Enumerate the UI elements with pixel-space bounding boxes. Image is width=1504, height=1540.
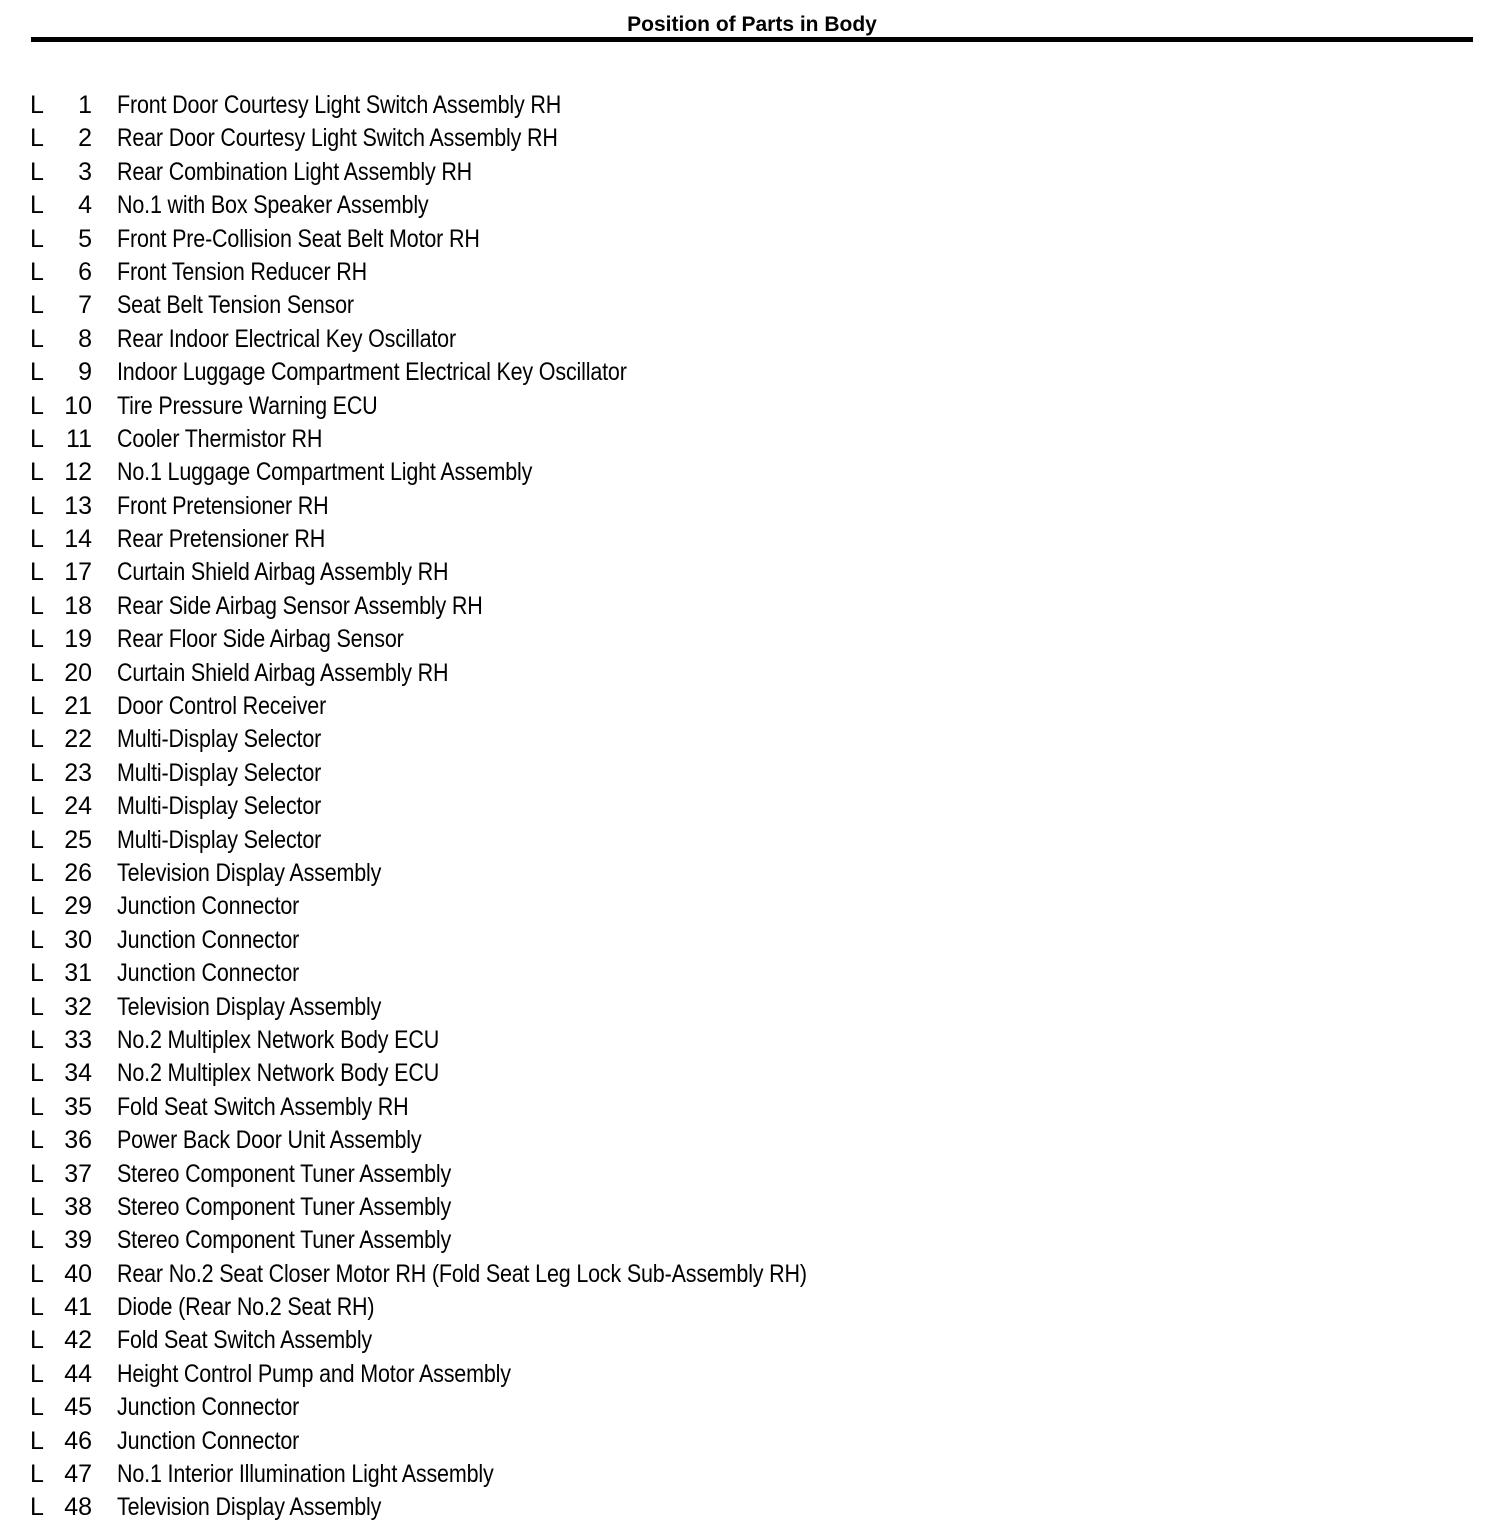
part-name: Fold Seat Switch Assembly RH: [117, 1092, 409, 1121]
part-code: L: [30, 458, 44, 487]
part-name: No.1 Interior Illumination Light Assembly: [117, 1460, 494, 1489]
part-code: L: [30, 658, 44, 687]
part-row: [0, 1391, 1504, 1424]
part-name: Rear Floor Side Airbag Sensor: [117, 625, 404, 654]
part-code: L: [30, 1359, 44, 1388]
part-code: L: [30, 825, 44, 854]
part-number: 31: [64, 959, 92, 988]
part-number: 6: [78, 257, 92, 286]
part-code: L: [30, 692, 44, 721]
part-name: Stereo Component Tuner Assembly: [117, 1159, 452, 1188]
part-number: 44: [64, 1359, 92, 1388]
part-code: L: [30, 725, 44, 754]
part-code: L: [30, 391, 44, 420]
part-number: 8: [78, 324, 92, 353]
part-name: Television Display Assembly: [117, 858, 382, 887]
part-number: 35: [64, 1092, 92, 1121]
part-code: L: [30, 858, 44, 887]
part-name: Curtain Shield Airbag Assembly RH: [117, 558, 449, 587]
part-number: 18: [64, 591, 92, 620]
part-name: Rear Indoor Electrical Key Oscillator: [117, 324, 456, 353]
part-row: [0, 556, 1504, 589]
part-number: 10: [64, 391, 92, 420]
part-row: [0, 523, 1504, 556]
part-row: [0, 1258, 1504, 1291]
part-number: 17: [64, 558, 92, 587]
part-name: Rear No.2 Seat Closer Motor RH (Fold Seat Leg Lock Sub-Assembly RH): [117, 1259, 807, 1288]
part-name: Stereo Component Tuner Assembly: [117, 1192, 452, 1221]
part-number: 22: [64, 725, 92, 754]
part-code: L: [30, 1393, 44, 1422]
part-row: [0, 1458, 1504, 1491]
part-row: [0, 690, 1504, 723]
part-code: L: [30, 1226, 44, 1255]
part-row: [0, 323, 1504, 356]
part-row: [0, 156, 1504, 189]
part-code: L: [30, 1059, 44, 1088]
part-name: Junction Connector: [117, 925, 300, 954]
part-row: [0, 456, 1504, 489]
part-code: L: [30, 1326, 44, 1355]
part-code: L: [30, 1460, 44, 1489]
part-name: Front Door Courtesy Light Switch Assembly RH: [117, 91, 562, 119]
part-row: [0, 1491, 1504, 1524]
part-row: [0, 423, 1504, 456]
part-number: 38: [64, 1192, 92, 1221]
part-number: 46: [64, 1426, 92, 1455]
part-row: [0, 1091, 1504, 1124]
part-number: 34: [64, 1059, 92, 1088]
part-name: Indoor Luggage Compartment Electrical Key Oscillator: [117, 358, 627, 387]
part-number: 40: [64, 1259, 92, 1288]
part-code: L: [30, 792, 44, 821]
part-number: 23: [64, 758, 92, 787]
part-number: 5: [78, 224, 92, 253]
part-code: L: [30, 1293, 44, 1322]
part-number: 45: [64, 1393, 92, 1422]
part-number: 9: [78, 358, 92, 387]
part-row: [0, 1358, 1504, 1391]
part-number: 2: [78, 124, 92, 153]
part-code: L: [30, 1259, 44, 1288]
part-row: [0, 1124, 1504, 1157]
part-number: 26: [64, 858, 92, 887]
part-row: [0, 623, 1504, 656]
part-code: L: [30, 191, 44, 220]
part-row: [0, 356, 1504, 389]
part-row: [0, 223, 1504, 256]
part-row: [0, 1024, 1504, 1057]
part-name: Front Tension Reducer RH: [117, 257, 368, 286]
part-name: No.2 Multiplex Network Body ECU: [117, 1025, 440, 1054]
part-code: L: [30, 992, 44, 1021]
part-name: Rear Combination Light Assembly RH: [117, 157, 473, 186]
part-number: 13: [64, 491, 92, 520]
part-code: L: [30, 1025, 44, 1054]
part-number: 7: [78, 291, 92, 320]
page-title: Position of Parts in Body: [627, 13, 877, 36]
part-row: [0, 991, 1504, 1024]
part-name: Front Pre-Collision Seat Belt Motor RH: [117, 224, 480, 253]
part-code: L: [30, 1126, 44, 1155]
part-name: Rear Pretensioner RH: [117, 525, 326, 554]
part-number: 4: [78, 191, 92, 220]
part-row: [0, 1324, 1504, 1357]
part-row: [0, 924, 1504, 957]
part-row: [0, 289, 1504, 322]
part-code: L: [30, 1192, 44, 1221]
part-name: Fold Seat Switch Assembly: [117, 1326, 373, 1355]
part-code: L: [30, 157, 44, 186]
part-code: L: [30, 625, 44, 654]
title-divider: [31, 37, 1473, 42]
part-name: No.1 with Box Speaker Assembly: [117, 191, 429, 220]
part-number: 36: [64, 1126, 92, 1155]
part-name: Television Display Assembly: [117, 992, 382, 1021]
part-code: L: [30, 525, 44, 554]
part-number: 12: [64, 458, 92, 487]
part-number: 20: [64, 658, 92, 687]
part-row: [0, 790, 1504, 823]
part-row: [0, 757, 1504, 790]
part-name: Diode (Rear No.2 Seat RH): [117, 1293, 375, 1322]
part-name: Multi-Display Selector: [117, 758, 322, 787]
part-code: L: [30, 925, 44, 954]
part-code: L: [30, 558, 44, 587]
part-code: L: [30, 491, 44, 520]
part-row: [0, 256, 1504, 289]
part-code: L: [30, 257, 44, 286]
part-name: Rear Side Airbag Sensor Assembly RH: [117, 591, 483, 620]
part-number: 29: [64, 892, 92, 921]
part-name: Junction Connector: [117, 1393, 300, 1422]
part-name: Multi-Display Selector: [117, 825, 322, 854]
part-row: [0, 122, 1504, 155]
part-number: 48: [64, 1493, 92, 1522]
part-row: [0, 89, 1504, 122]
part-row: [0, 723, 1504, 756]
part-row: [0, 1224, 1504, 1257]
part-name: Front Pretensioner RH: [117, 491, 329, 520]
part-code: L: [30, 124, 44, 153]
part-name: No.2 Multiplex Network Body ECU: [117, 1059, 440, 1088]
part-name: Multi-Display Selector: [117, 725, 322, 754]
part-code: L: [30, 1159, 44, 1188]
part-name: Door Control Receiver: [117, 692, 327, 721]
part-row: [0, 490, 1504, 523]
part-number: 14: [64, 525, 92, 554]
part-name: No.1 Luggage Compartment Light Assembly: [117, 458, 533, 487]
parts-list: [0, 89, 1504, 1525]
part-name: Multi-Display Selector: [117, 792, 322, 821]
part-code: L: [30, 324, 44, 353]
part-name: Rear Door Courtesy Light Switch Assembly RH: [117, 124, 558, 153]
part-name: Cooler Thermistor RH: [117, 424, 323, 453]
part-name: Seat Belt Tension Sensor: [117, 291, 354, 320]
part-name: Junction Connector: [117, 892, 300, 921]
part-code: L: [30, 758, 44, 787]
part-number: 41: [64, 1293, 92, 1322]
part-code: L: [30, 959, 44, 988]
part-name: Stereo Component Tuner Assembly: [117, 1226, 452, 1255]
part-code: L: [30, 358, 44, 387]
part-row: [0, 1057, 1504, 1090]
part-number: 33: [64, 1025, 92, 1054]
part-name: Tire Pressure Warning ECU: [117, 391, 378, 420]
part-code: L: [30, 1426, 44, 1455]
part-code: L: [30, 224, 44, 253]
part-code: L: [30, 291, 44, 320]
part-number: 25: [64, 825, 92, 854]
part-row: [0, 857, 1504, 890]
part-number: 19: [64, 625, 92, 654]
part-row: [0, 890, 1504, 923]
part-number: 21: [64, 692, 92, 721]
part-name: Junction Connector: [117, 1426, 300, 1455]
part-row: [0, 1191, 1504, 1224]
part-row: [0, 957, 1504, 990]
part-number: 47: [64, 1460, 92, 1489]
part-row: [0, 824, 1504, 857]
part-code: L: [30, 1493, 44, 1522]
part-code: L: [30, 1092, 44, 1121]
part-name: Curtain Shield Airbag Assembly RH: [117, 658, 449, 687]
part-code: L: [30, 91, 44, 119]
part-name: Height Control Pump and Motor Assembly: [117, 1359, 511, 1388]
part-number: 32: [64, 992, 92, 1021]
part-name: Television Display Assembly: [117, 1493, 382, 1522]
part-name: Power Back Door Unit Assembly: [117, 1126, 422, 1155]
part-row: [0, 390, 1504, 423]
part-number: 39: [64, 1226, 92, 1255]
part-number: 37: [64, 1159, 92, 1188]
part-row: [0, 590, 1504, 623]
part-code: L: [30, 424, 44, 453]
part-number: 11: [66, 424, 92, 453]
part-number: 24: [64, 792, 92, 821]
part-number: 3: [78, 157, 92, 186]
part-number: 30: [64, 925, 92, 954]
part-name: Junction Connector: [117, 959, 300, 988]
part-row: [0, 189, 1504, 222]
part-code: L: [30, 591, 44, 620]
part-row: [0, 1291, 1504, 1324]
part-row: [0, 1425, 1504, 1458]
part-number: 42: [64, 1326, 92, 1355]
part-number: 1: [78, 91, 92, 119]
part-row: [0, 1158, 1504, 1191]
part-code: L: [30, 892, 44, 921]
part-row: [0, 657, 1504, 690]
